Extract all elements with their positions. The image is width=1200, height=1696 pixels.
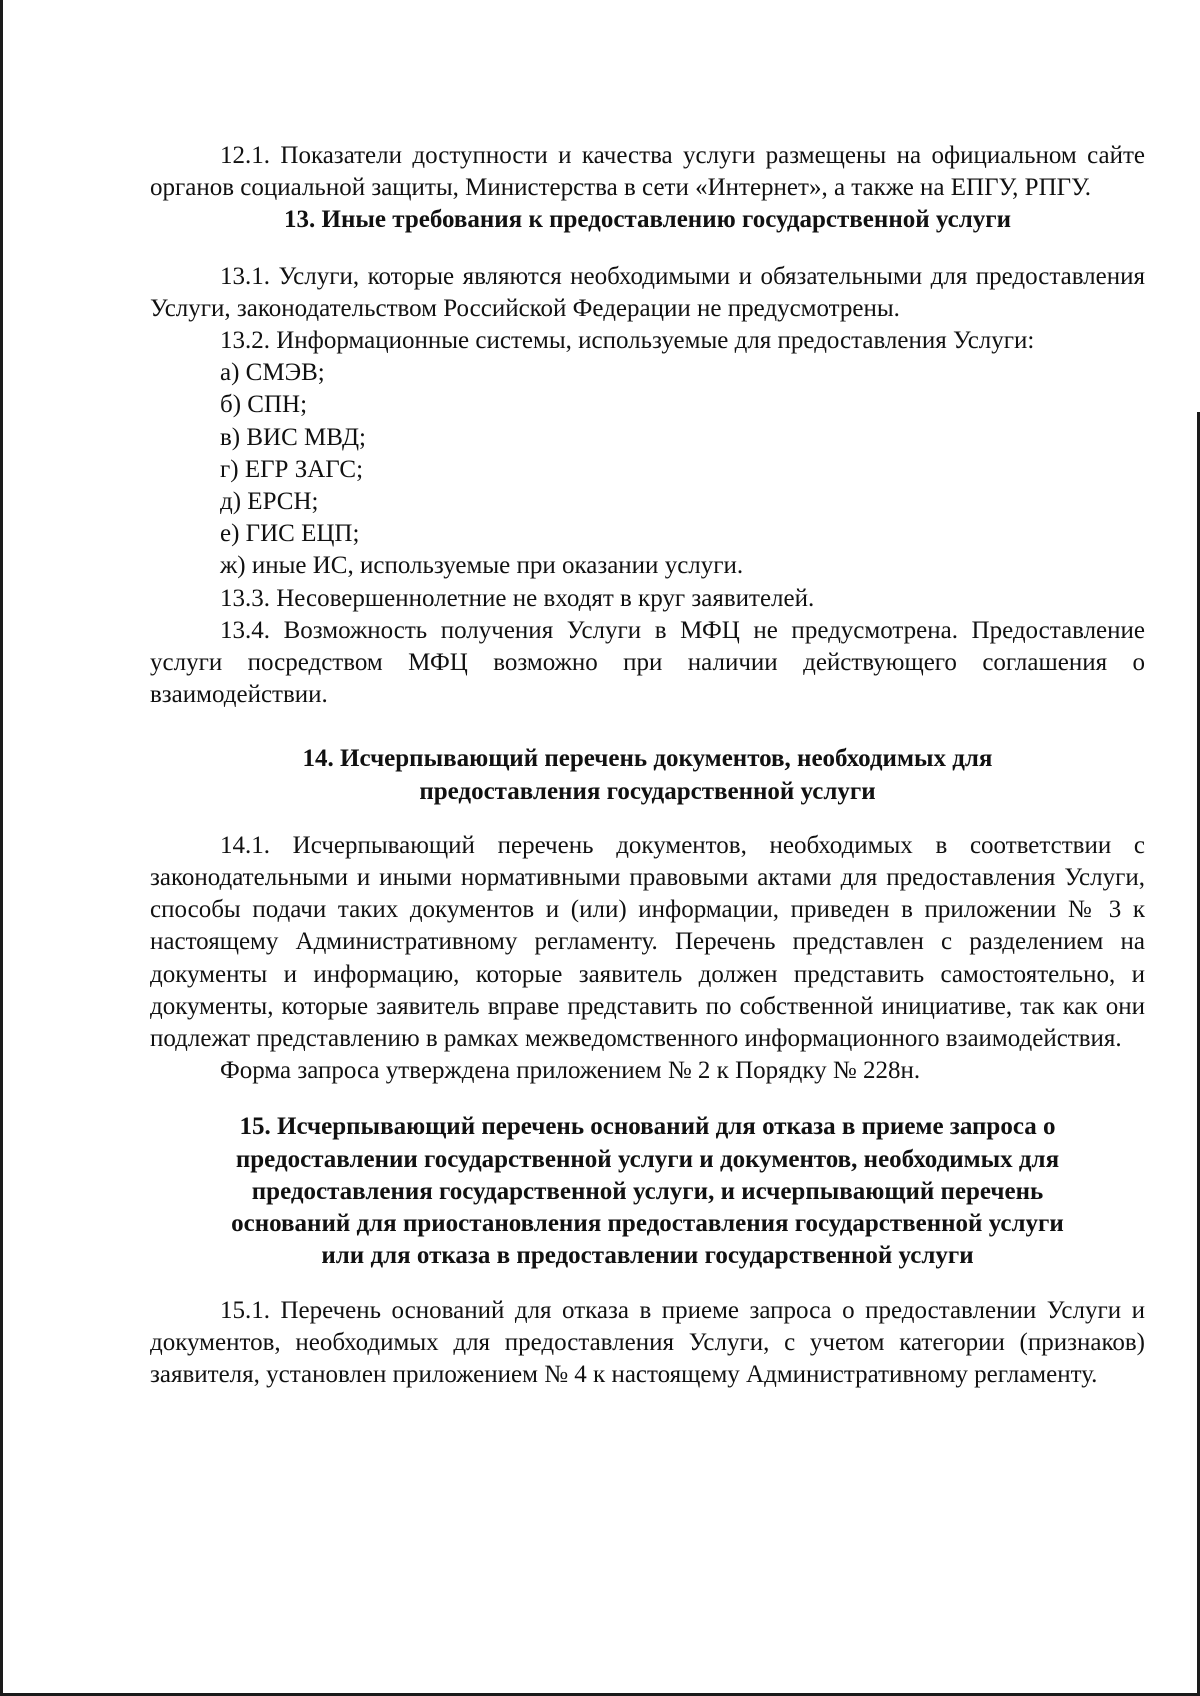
- section-14-heading-line-1: 14. Исчерпывающий перечень документов, необходимых для: [302, 745, 993, 773]
- paragraph-13-1: 13.1. Услуги, которые являются необходимыми и обязательными для предоставления Услуги, законодательством Российской Федерации не предусмотрены.: [150, 262, 1145, 322]
- list-item-vis-mvd: в) ВИС МВД;: [220, 423, 366, 451]
- section-15-heading-line-3: предоставления государственной услуги, и исчерпывающий перечень: [251, 1177, 1044, 1205]
- paragraph-13-4: 13.4. Возможность получения Услуги в МФЦ не предусмотрена. Предоставление услуги посредством МФЦ возможно при наличии действующего соглашения о взаимодействии.: [150, 616, 1145, 709]
- list-item-spn: б) СПН;: [220, 391, 308, 419]
- section-14-heading: [150, 743, 1145, 807]
- paragraph-14-1: 14.1. Исчерпывающий перечень документов, необходимых в соответствии с законодательными и иными нормативными правовыми актами для предоставления Услуги, способы подачи таких документов и (или) информации, приведен в приложении № 3 к настоящему Административному регламенту. Перечень представлен с разделением на документы и информацию, которые заявитель должен представить самостоятельно, и документы, которые заявитель вправе представить по собственной инициативе, так как они подлежат представлению в рамках межведомственного информационного взаимодействия.: [150, 831, 1145, 1053]
- list-item-egr-zags: г) ЕГР ЗАГС;: [220, 455, 364, 483]
- section-15-heading-line-1: 15. Исчерпывающий перечень оснований для отказа в приеме запроса о: [239, 1113, 1056, 1141]
- paragraph-13-3: 13.3. Несовершеннолетние не входят в круг заявителей.: [220, 584, 815, 612]
- scan-edge-left: [0, 0, 3, 1696]
- paragraph-12-1: 12.1. Показатели доступности и качества услуги размещены на официальном сайте органов социальной защиты, Министерства в сети «Интернет», а также на ЕПГУ, РПГУ.: [150, 142, 1145, 202]
- section-15-heading: [150, 1111, 1145, 1272]
- paragraph-13-2: 13.2. Информационные системы, используемые для предоставления Услуги:: [220, 327, 1035, 355]
- list-item-ersn: д) ЕРСН;: [220, 488, 319, 516]
- list-item-smev: а) СМЭВ;: [220, 359, 325, 387]
- list-item-gis-ecp: е) ГИС ЕЦП;: [220, 520, 360, 548]
- document-page: [150, 140, 1145, 1391]
- section-14-heading-line-2: предоставления государственной услуги: [419, 777, 876, 805]
- paragraph-14-form: Форма запроса утверждена приложением № 2 к Порядку № 228н.: [220, 1057, 921, 1085]
- section-15-heading-line-2: предоставлении государственной услуги и документов, необходимых для: [235, 1145, 1060, 1173]
- list-item-other-is: ж) иные ИС, используемые при оказании услуги.: [220, 552, 744, 580]
- section-15-heading-line-5: или для отказа в предоставлении государственной услуги: [321, 1242, 974, 1270]
- section-15-heading-line-4: оснований для приостановления предоставления государственной услуги: [231, 1210, 1064, 1238]
- section-13-heading: 13. Иные требования к предоставлению государственной услуги: [284, 206, 1011, 234]
- paragraph-15-1: 15.1. Перечень оснований для отказа в приеме запроса о предоставлении Услуги и документов, необходимых для предоставления Услуги, с учетом категории (признаков) заявителя, установлен приложением № 4 к настоящему Административному регламенту.: [150, 1296, 1145, 1388]
